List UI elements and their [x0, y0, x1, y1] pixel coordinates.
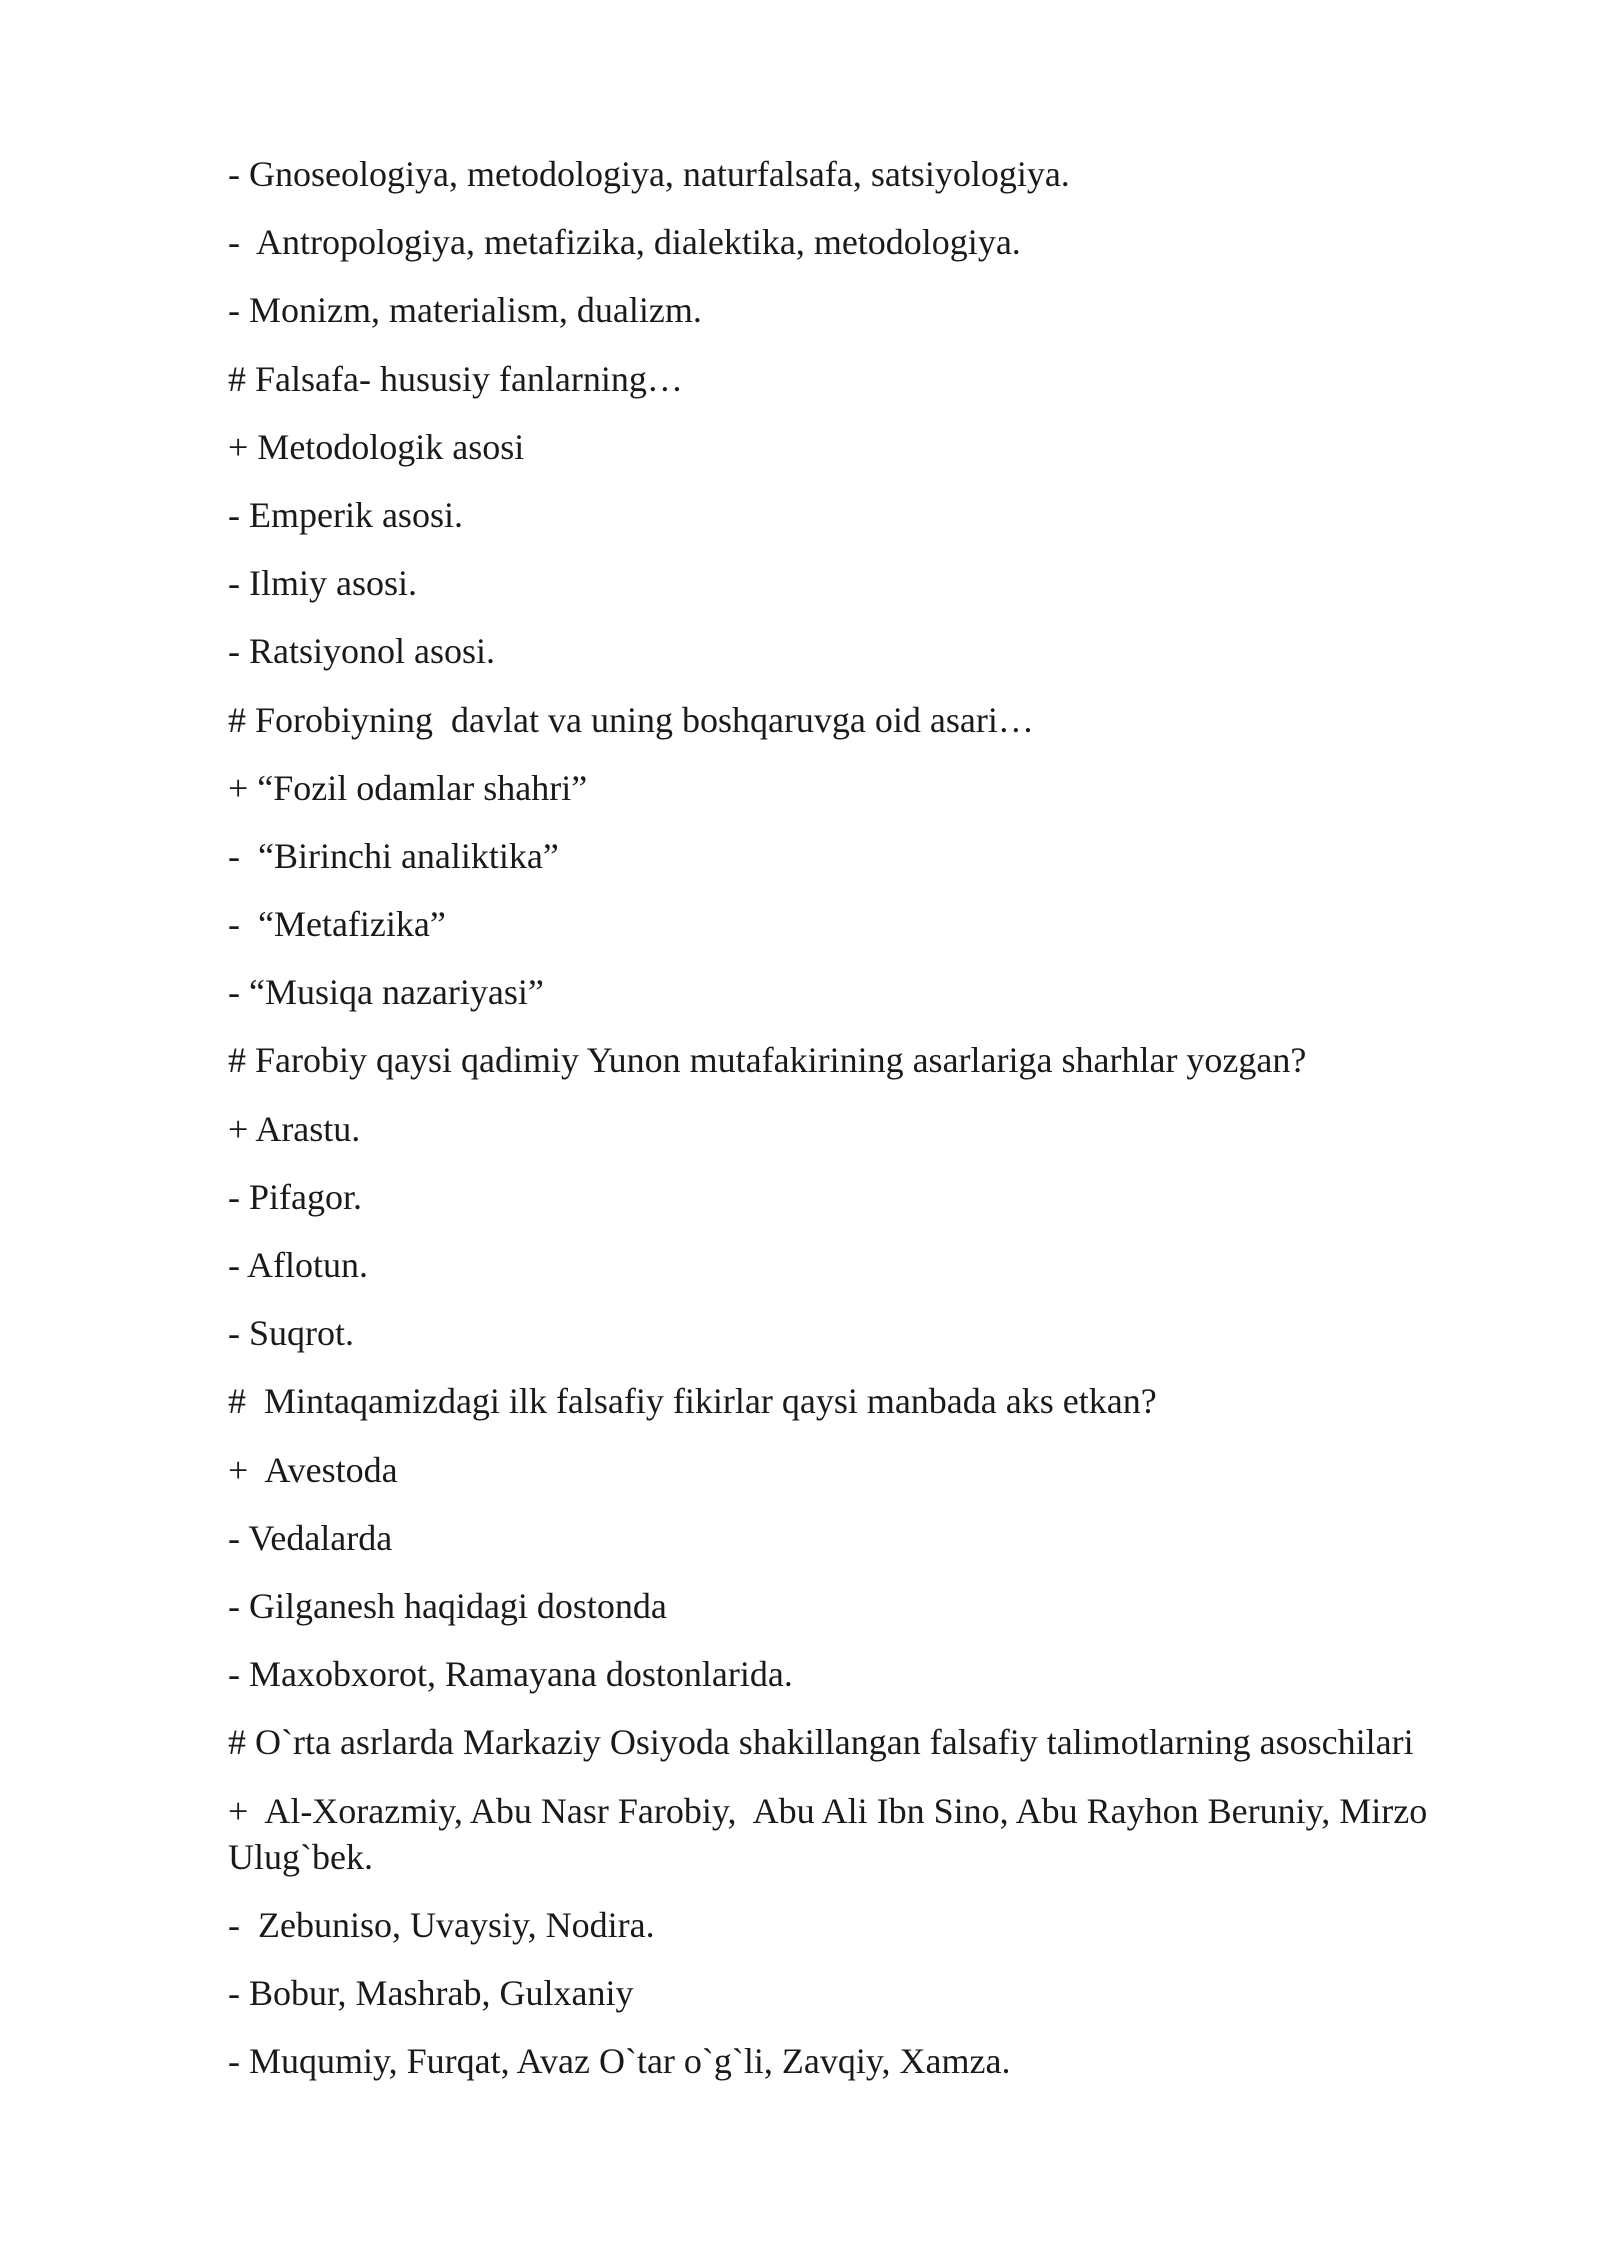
option-line: - Gnoseologiya, metodologiya, naturfalsafa, satsiyologiya. — [228, 154, 1070, 194]
option-line: - “Birinchi analiktika” — [228, 835, 559, 876]
option-line: - Maxobxorot, Ramayana dostonlarida. — [228, 1654, 793, 1695]
question-line: # Falsafa- hususiy fanlarning… — [228, 358, 683, 399]
option-line: - Emperik asosi. — [228, 494, 463, 535]
option-line: - “Musiqa nazariyasi” — [228, 972, 544, 1013]
option-line: - Suqrot. — [228, 1313, 354, 1354]
option-line: - Bobur, Mashrab, Gulxaniy — [228, 1972, 634, 2013]
question-line: # Farobiy qaysi qadimiy Yunon mutafakirining asarlariga sharhlar yozgan? — [228, 1040, 1307, 1081]
correct-answer-line: + Al-Xorazmiy, Abu Nasr Farobiy, Abu Ali Ibn Sino, Abu Rayhon Beruniy, Mirzo Ulug`bek. — [228, 1790, 1437, 1877]
option-line: - “Metafizika” — [228, 904, 446, 945]
option-line: - Vedalarda — [228, 1517, 393, 1558]
option-line: - Antropologiya, metafizika, dialektika, metodologiya. — [228, 222, 1021, 263]
question-line: # Forobiyning davlat va uning boshqaruvga oid asari… — [228, 699, 1034, 740]
correct-answer-line: + Arastu. — [228, 1108, 361, 1149]
correct-answer-line: + Metodologik asosi — [228, 426, 525, 467]
option-line: - Monizm, materialism, dualizm. — [228, 290, 702, 331]
question-line: # Mintaqamizdagi ilk falsafiy fikirlar qaysi manbada aks etkan? — [228, 1381, 1157, 1422]
correct-answer-line: + Avestoda — [228, 1449, 398, 1490]
option-line: - Ilmiy asosi. — [228, 563, 417, 604]
test-question-list — [228, 151, 1478, 2106]
correct-answer-line: + “Fozil odamlar shahri” — [228, 767, 588, 808]
option-line: - Pifagor. — [228, 1176, 362, 1217]
option-line: - Aflotun. — [228, 1245, 368, 1285]
option-line: - Zebuniso, Uvaysiy, Nodira. — [228, 1904, 655, 1945]
option-line: - Muqumiy, Furqat, Avaz O`tar o`g`li, Zavqiy, Xamza. — [228, 2041, 1011, 2082]
question-line: # O`rta asrlarda Markaziy Osiyoda shakillangan falsafiy talimotlarning asoschilari — [228, 1722, 1414, 1763]
option-line: - Gilganesh haqidagi dostonda — [228, 1585, 667, 1626]
option-line: - Ratsiyonol asosi. — [228, 631, 495, 672]
